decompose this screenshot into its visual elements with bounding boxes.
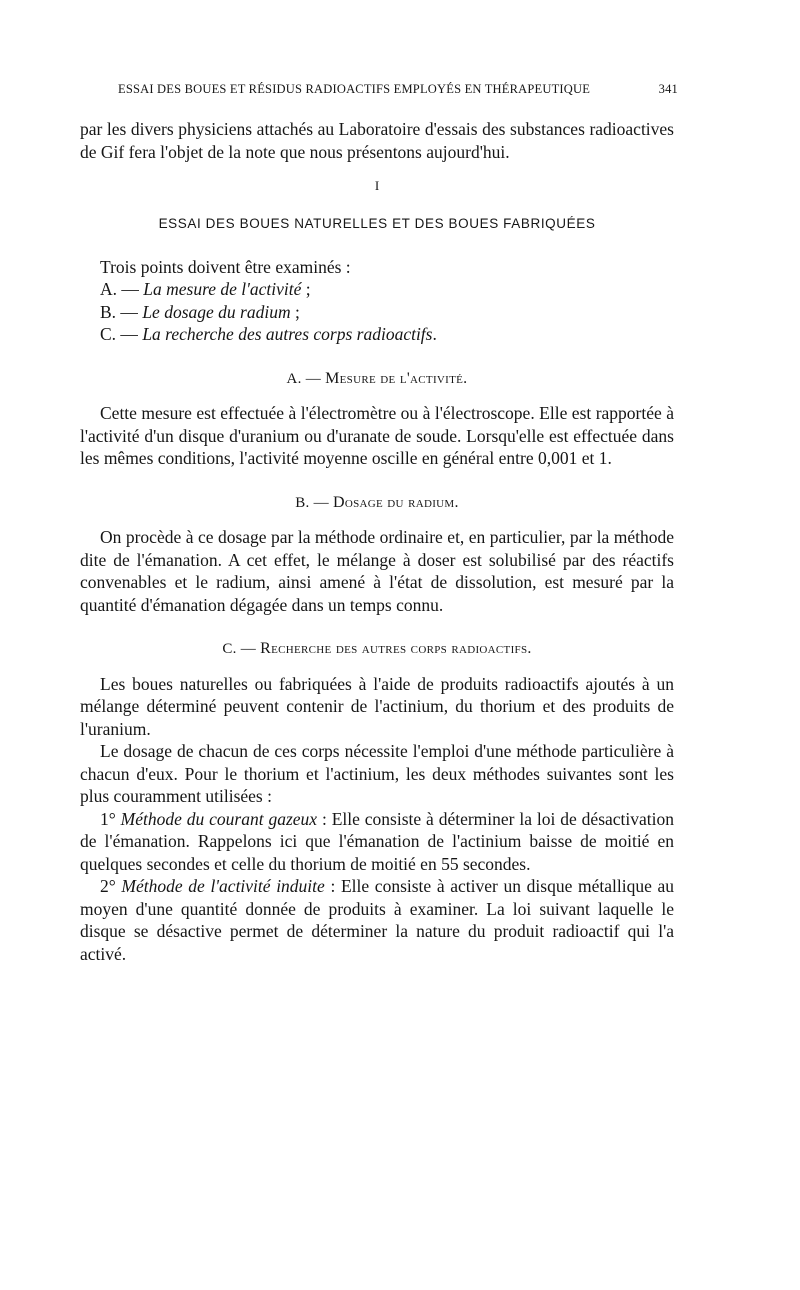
section-heading: ESSAI DES BOUES NATURELLES ET DES BOUES FABRIQUÉES xyxy=(158,216,596,231)
section-numeral: I xyxy=(374,178,380,193)
subsection-label: C. — xyxy=(222,641,257,657)
point-item-a xyxy=(80,278,674,301)
method-number: 2° xyxy=(100,876,116,896)
method-2-paragraph xyxy=(80,875,674,965)
method-text: : Elle consiste à activer un disque métallique au moyen d'une quantité donnée de produits à examiner. La loi suivant laquelle le disque se désactive permet de déterminer la nature du produit radioactif qui l'a activé. xyxy=(80,876,675,964)
point-end: ; xyxy=(290,301,300,322)
point-item-b xyxy=(80,301,674,324)
subsection-label: B. — xyxy=(295,494,329,511)
page-number: 341 xyxy=(658,82,678,96)
point-item-c xyxy=(80,323,674,346)
points-intro: Trois points doivent être examinés : xyxy=(100,256,351,277)
method-title: Méthode du courant gazeux xyxy=(120,808,318,829)
intro-paragraph: par les divers physiciens attachés au Laboratoire d'essais des substances radioactives de Gif fera l'objet de la note que nous présentons aujourd'hui. xyxy=(80,119,674,162)
subsection-c-heading xyxy=(80,638,674,661)
point-label: A. — xyxy=(100,279,139,299)
point-end: ; xyxy=(301,279,311,299)
subsection-b-heading xyxy=(80,492,674,515)
point-label: C. — xyxy=(100,324,138,344)
method-1-paragraph xyxy=(80,808,674,876)
running-head-title: ESSAI DES BOUES ET RÉSIDUS RADIOACTIFS EMPLOYÉS EN THÉRAPEUTIQUE xyxy=(118,82,591,96)
subsection-label: A. — xyxy=(286,370,322,387)
subsection-b-paragraph: On procède à ce dosage par la méthode ordinaire et, en particulier, par la méthode dite de l'émanation. A cet effet, le mélange à doser est solubilisé par des réactifs convenables et le radium, ainsi amené à l'état de dissolution, est mesuré par la quantité d'émanation dégagée dans un temps connu. xyxy=(80,527,674,615)
method-text: : Elle consiste à déterminer la loi de désactivation de l'émanation. Rappelons ici que l'émanation de l'actinium baisse de moitié en quelques secondes et celle du thorium de moitié en 55 secondes. xyxy=(80,808,675,874)
method-title: Méthode de l'activité induite xyxy=(121,876,325,896)
subsection-c-paragraph-1: Les boues naturelles ou fabriquées à l'aide de produits radioactifs ajoutés à un mélange déterminé peuvent contenir de l'actinium, du thorium et des produits de l'uranium. xyxy=(80,673,674,739)
point-text: Le dosage du radium xyxy=(142,301,291,322)
point-text: La recherche des autres corps radioactifs xyxy=(142,324,433,344)
subsection-title: Mesure de l'activité. xyxy=(325,369,468,387)
subsection-title: Recherche des autres corps radioactifs. xyxy=(260,640,532,657)
point-label: B. — xyxy=(100,301,138,322)
page-body xyxy=(80,118,674,965)
point-end: . xyxy=(432,324,437,344)
subsection-c-paragraph-2: Le dosage de chacun de ces corps nécessite l'emploi d'une méthode particulière à chacun d'eux. Pour le thorium et l'actinium, les deux méthodes suivantes sont les plus couramment utilisées : xyxy=(80,741,674,806)
method-number: 1° xyxy=(100,808,116,829)
subsection-a-paragraph: Cette mesure est effectuée à l'électromètre ou à l'électroscope. Elle est rapportée à l'activité d'un disque d'uranium ou d'uranate de soude. Lorsqu'elle est effectuée dans les mêmes conditions, l'activité moyenne oscille en général entre 0,001 et 1. xyxy=(80,403,674,468)
subsection-title: Dosage du radium. xyxy=(332,493,459,511)
point-text: La mesure de l'activité xyxy=(143,279,302,299)
points-list xyxy=(80,256,674,346)
subsection-a-heading xyxy=(80,368,674,391)
